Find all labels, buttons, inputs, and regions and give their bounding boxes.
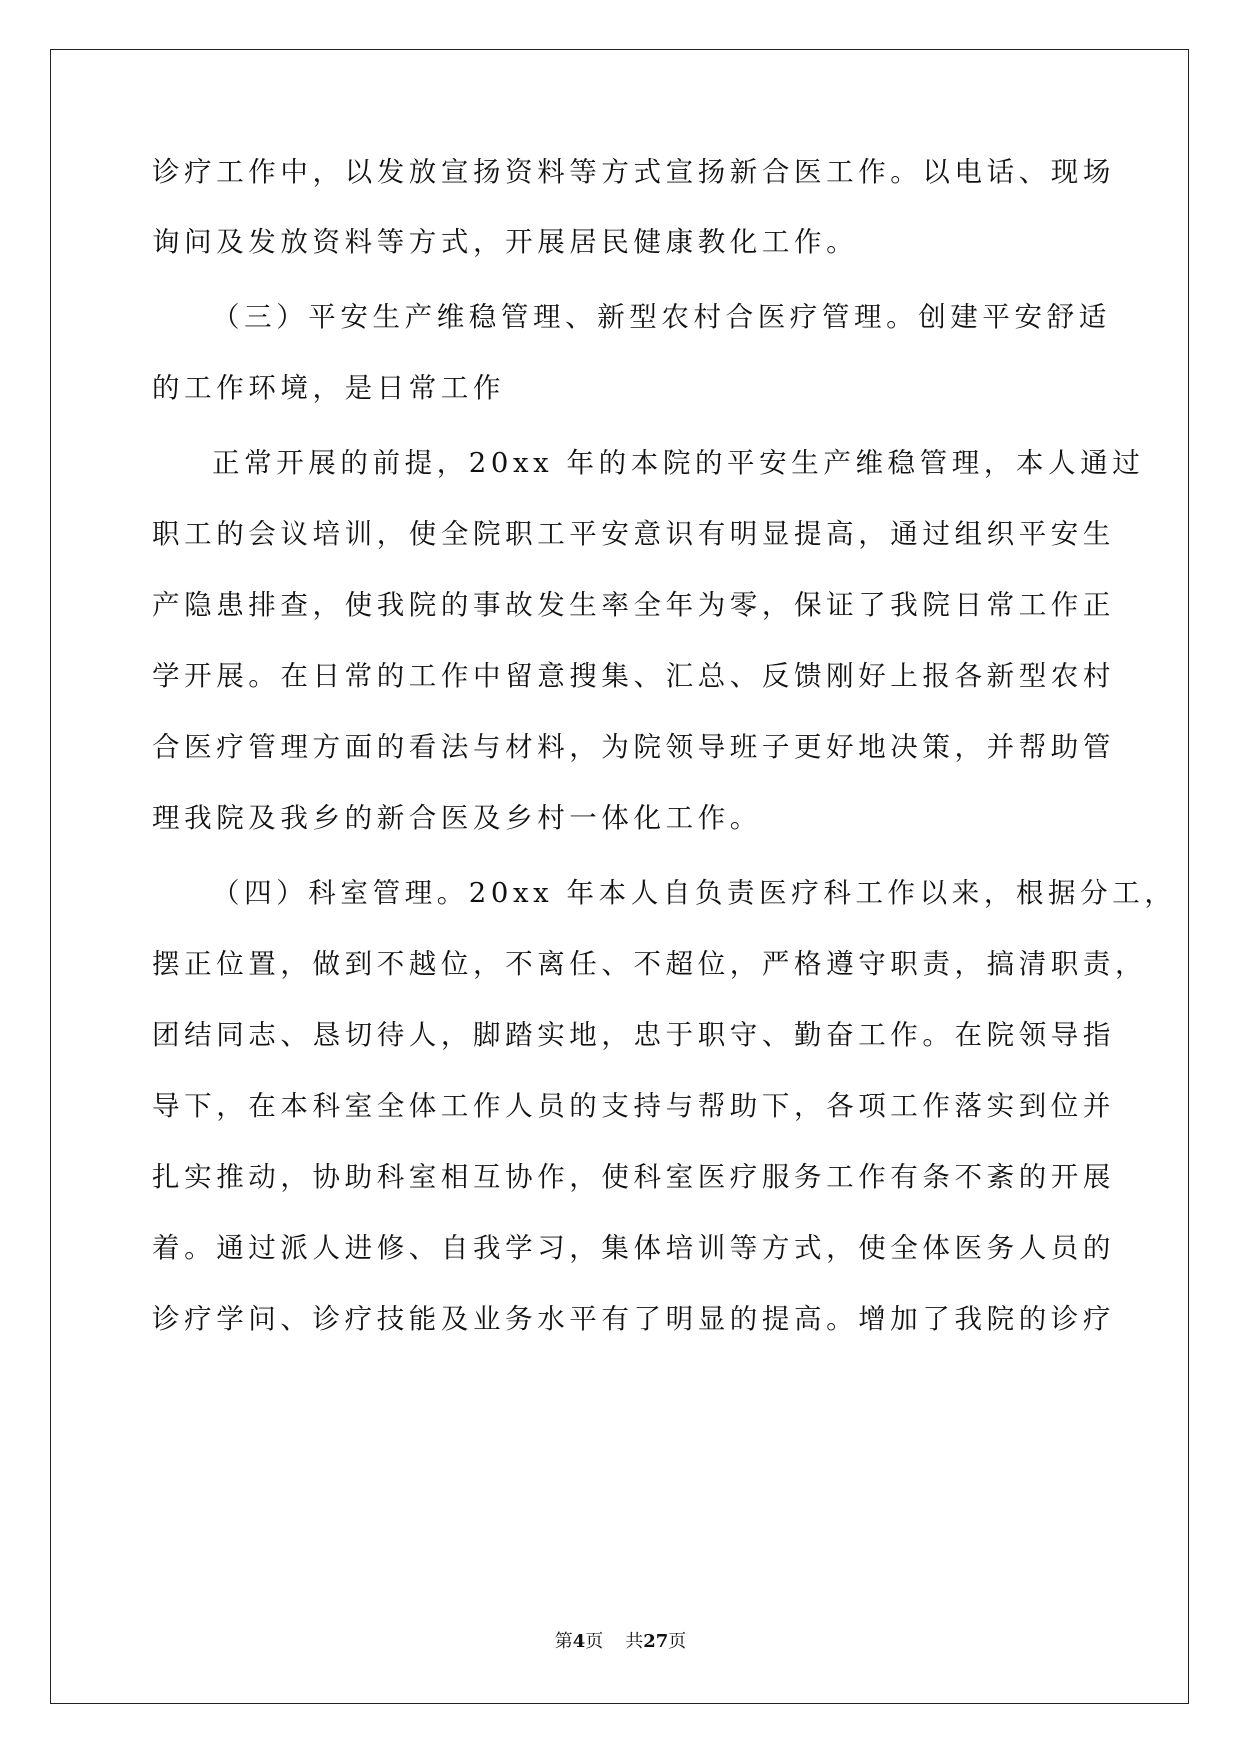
page-suffix: 页 [585,1631,604,1652]
text-line: （四）科室管理。20xx 年本人自负责医疗科工作以来，根据分工， [212,877,1177,909]
text-line: 职工的会议培训，使全院职工平安意识有明显提高，通过组织平安生 [152,518,1115,550]
text-line: 合医疗管理方面的看法与材料，为院领导班子更好地决策，并帮助管 [152,731,1115,763]
text-line: 理我院及我乡的新合医及乡村一体化工作。 [152,802,762,834]
page-prefix: 第 [554,1631,573,1652]
text-line: 诊疗学问、诊疗技能及业务水平有了明显的提高。增加了我院的诊疗 [152,1303,1115,1335]
page-number: 4 [572,1631,586,1652]
total-pages: 27 [643,1631,669,1652]
page-footer [0,1630,1241,1654]
text-line: 诊疗工作中，以发放宣扬资料等方式宣扬新合医工作。以电话、现场 [152,156,1115,188]
text-line: 团结同志、恳切待人，脚踏实地，忠于职守、勤奋工作。在院领导指 [152,1019,1115,1051]
text-line: 学开展。在日常的工作中留意搜集、汇总、反馈刚好上报各新型农村 [152,660,1115,692]
text-line: 扎实推动，协助科室相互协作，使科室医疗服务工作有条不紊的开展 [152,1161,1115,1193]
text-line: 询问及发放资料等方式，开展居民健康教化工作。 [152,226,859,258]
total-prefix: 共 [625,1631,644,1652]
text-line: 摆正位置，做到不越位，不离任、不超位，严格遵守职责，搞清职责， [152,948,1148,980]
text-line: （三）平安生产维稳管理、新型农村合医疗管理。创建平安舒适 [212,301,1111,333]
text-line: 产隐患排查，使我院的事故发生率全年为零，保证了我院日常工作正 [152,589,1115,621]
text-line: 导下，在本科室全体工作人员的支持与帮助下，各项工作落实到位并 [152,1090,1115,1122]
text-line: 着。通过派人进修、自我学习，集体培训等方式，使全体医务人员的 [152,1232,1115,1264]
total-suffix: 页 [668,1631,687,1652]
text-line: 正常开展的前提，20xx 年的本院的平安生产维稳管理，本人通过 [212,447,1145,479]
text-line: 的工作环境，是日常工作 [152,372,506,404]
